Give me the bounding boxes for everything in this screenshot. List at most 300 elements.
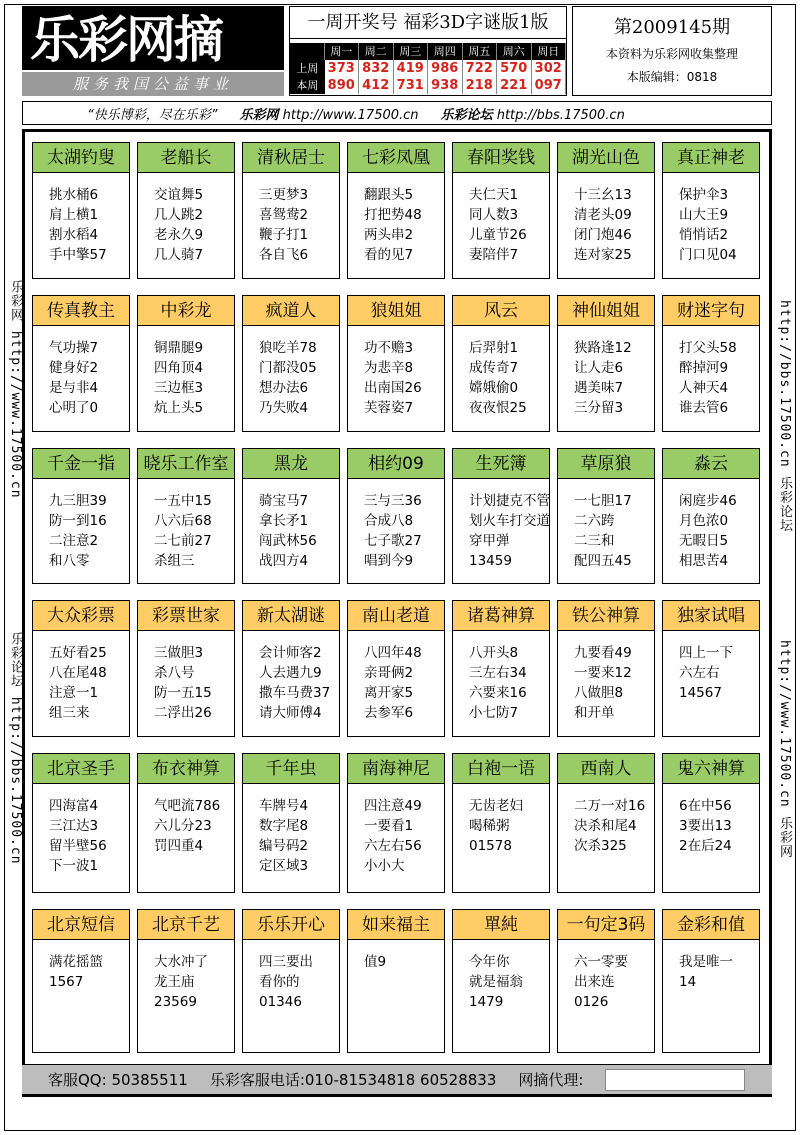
forum-name: 乐彩论坛 [440, 107, 493, 123]
riddle-line: 离开家5 [364, 685, 414, 701]
riddle-line: 门都没05 [259, 360, 317, 376]
riddle-line: 两头串2 [364, 227, 414, 243]
riddle-author: 独家试唱 [663, 601, 759, 631]
riddle-line: 出南国26 [364, 380, 422, 396]
riddle-body [558, 173, 654, 265]
riddle-line: 让人走6 [574, 360, 624, 376]
riddle-body [558, 631, 654, 723]
riddle-line: 我是唯一 [679, 954, 733, 970]
riddle-box [137, 448, 235, 584]
riddle-author: 北京短信 [33, 910, 129, 940]
riddle-author: 南山老道 [348, 601, 444, 631]
riddle-line: 六左右 [679, 665, 720, 681]
riddle-body [558, 326, 654, 418]
riddle-line: 夫仁天1 [469, 187, 519, 203]
riddle-author: 清秋居士 [243, 143, 339, 173]
riddle-author: 大众彩票 [33, 601, 129, 631]
riddle-box [557, 448, 655, 584]
riddle-body [453, 173, 549, 265]
riddle-line: 和开单 [574, 705, 615, 721]
riddle-box [452, 753, 550, 893]
riddle-line: 山大王9 [679, 207, 729, 223]
footer [22, 1064, 772, 1094]
riddle-line: 四上一下 [679, 645, 733, 661]
day-cell: 周六 [497, 43, 532, 60]
riddle-author: 春阳奖钱 [453, 143, 549, 173]
riddle-author: 中彩龙 [138, 296, 234, 326]
riddle-line: 炕上头5 [154, 400, 204, 416]
riddle-line: 次杀325 [574, 838, 627, 854]
riddle-author: 晓乐工作室 [138, 449, 234, 479]
riddle-line: 划火车打交道 [469, 513, 550, 529]
side-text-right-top: http://bbs.17500.cn 乐彩论坛 [777, 300, 792, 533]
draw-number: 570 [497, 60, 532, 77]
riddle-box [137, 142, 235, 279]
issue-panel [572, 6, 772, 96]
draw-results-table [290, 43, 566, 94]
riddle-box [347, 753, 445, 893]
riddle-line: 二六跨 [574, 513, 615, 529]
riddle-author: 相约09 [348, 449, 444, 479]
riddle-body [33, 784, 129, 876]
riddle-body [663, 940, 759, 992]
riddle-line: 门口见04 [679, 247, 737, 263]
riddle-line: 出来连 [574, 974, 615, 990]
riddle-line: 八在尾48 [49, 665, 107, 681]
riddle-author: 传真教主 [33, 296, 129, 326]
riddle-line: 肩上横1 [49, 207, 99, 223]
riddle-author: 黑龙 [243, 449, 339, 479]
draw-number: 731 [394, 77, 429, 94]
riddle-line: 七子歌27 [364, 533, 422, 549]
riddle-line: 会计师客2 [259, 645, 322, 661]
riddle-line: 编号码2 [259, 838, 309, 854]
riddle-line: 老永久9 [154, 227, 204, 243]
riddle-line: 为悲辛8 [364, 360, 414, 376]
riddle-line: 拿长矛1 [259, 513, 309, 529]
riddle-line: 一七胆17 [574, 493, 632, 509]
riddle-body [663, 479, 759, 571]
riddle-line: 打父头58 [679, 340, 737, 356]
riddle-line: 撒车马费37 [259, 685, 331, 701]
riddle-line: 小七防7 [469, 705, 519, 721]
riddle-box [242, 909, 340, 1053]
riddle-line: 闲庭步46 [679, 493, 737, 509]
riddle-line: 几人骑7 [154, 247, 204, 263]
riddle-line: 数字尾8 [259, 818, 309, 834]
riddle-line: 定区域3 [259, 858, 309, 874]
banner [22, 101, 772, 125]
forum-url: http://bbs.17500.cn [496, 107, 625, 123]
riddle-body [243, 631, 339, 723]
riddle-author: 湖光山色 [558, 143, 654, 173]
riddle-author: 狼姐姐 [348, 296, 444, 326]
riddle-line: 防一五15 [154, 685, 212, 701]
riddle-box [242, 600, 340, 737]
riddle-author: 铁公神算 [558, 601, 654, 631]
riddle-line: 龙王庙 [154, 974, 195, 990]
riddle-author: 财迷字句 [663, 296, 759, 326]
riddle-line: 无齿老妇 [469, 798, 523, 814]
riddle-line: 骑宝马7 [259, 493, 309, 509]
riddle-line: 配四五45 [574, 553, 632, 569]
riddle-line: 成传奇7 [469, 360, 519, 376]
riddle-body [138, 784, 234, 856]
riddle-author: 老船长 [138, 143, 234, 173]
riddle-line: 决杀和尾4 [574, 818, 637, 834]
riddle-body [348, 784, 444, 876]
this-week-row [290, 77, 566, 94]
riddle-line: 去参军6 [364, 705, 414, 721]
site-link[interactable] [239, 104, 418, 123]
day-cell: 周三 [394, 43, 429, 60]
riddle-line: 狭路逢12 [574, 340, 632, 356]
riddle-box [557, 295, 655, 432]
riddle-line: 乃失败4 [259, 400, 309, 416]
riddle-line: 车牌号4 [259, 798, 309, 814]
riddle-line: 闯武林56 [259, 533, 317, 549]
riddle-line: 闭门炮46 [574, 227, 632, 243]
draw-number: 419 [394, 60, 429, 77]
riddle-line: 遇美味7 [574, 380, 624, 396]
riddle-box [32, 909, 130, 1053]
riddle-body [243, 940, 339, 1012]
riddle-line: 01578 [469, 838, 512, 854]
riddle-line: 23569 [154, 994, 197, 1010]
draw-number: 218 [463, 77, 498, 94]
riddle-author: 乐乐开心 [243, 910, 339, 940]
riddle-line: 下一波1 [49, 858, 99, 874]
riddle-line: 谁去管6 [679, 400, 729, 416]
riddle-author: 金彩和值 [663, 910, 759, 940]
riddle-body [453, 326, 549, 418]
riddle-line: 防一到16 [49, 513, 107, 529]
riddle-body [138, 173, 234, 265]
motto: “快乐博彩，尽在乐彩” [87, 107, 218, 123]
riddle-line: 八六后68 [154, 513, 212, 529]
riddle-line: 14567 [679, 685, 722, 701]
draw-number: 412 [359, 77, 394, 94]
riddle-box [452, 295, 550, 432]
side-text-left-top: 乐彩网 http://www.17500.cn [8, 280, 23, 499]
row-label: 本周 [290, 77, 325, 94]
riddle-box [662, 909, 760, 1053]
riddle-line: 杀组三 [154, 553, 195, 569]
riddle-box [557, 600, 655, 737]
site-name: 乐彩网 [239, 107, 279, 123]
riddle-line: 四注意49 [364, 798, 422, 814]
row-label: 上周 [290, 60, 325, 77]
site-url: http://www.17500.cn [282, 107, 419, 123]
riddle-line: 二三和 [574, 533, 615, 549]
riddle-body [558, 784, 654, 856]
riddle-author: 千年虫 [243, 754, 339, 784]
riddle-box [452, 600, 550, 737]
riddle-line: 看你的 [259, 974, 300, 990]
riddle-box [557, 142, 655, 279]
riddle-body [663, 631, 759, 703]
riddle-author: 白袍一语 [453, 754, 549, 784]
riddle-box [452, 142, 550, 279]
riddle-line: 小小大 [364, 858, 405, 874]
riddle-line: 六左右56 [364, 838, 422, 854]
riddle-line: 三江达3 [49, 818, 99, 834]
riddle-box [347, 295, 445, 432]
riddle-box [662, 295, 760, 432]
riddle-line: 2在后24 [679, 838, 732, 854]
riddle-body [348, 326, 444, 418]
riddle-line: 三与三36 [364, 493, 422, 509]
riddle-author: 生死簿 [453, 449, 549, 479]
riddle-line: 五好看25 [49, 645, 107, 661]
riddle-line: 唱到今9 [364, 553, 414, 569]
draw-number: 221 [497, 77, 532, 94]
riddle-line: 四角顶4 [154, 360, 204, 376]
riddle-box [242, 753, 340, 893]
riddle-body [663, 784, 759, 856]
riddle-line: 1479 [469, 994, 504, 1010]
riddle-line: 二七前27 [154, 533, 212, 549]
riddle-line: 妻陪伴7 [469, 247, 519, 263]
riddle-body [33, 940, 129, 992]
riddle-body [33, 173, 129, 265]
riddle-line: 连对家25 [574, 247, 632, 263]
riddle-box [32, 448, 130, 584]
riddle-line: 八开头8 [469, 645, 519, 661]
riddle-line: 一要看1 [364, 818, 414, 834]
riddle-line: 就是福翁 [469, 974, 523, 990]
riddle-box [242, 142, 340, 279]
riddle-author: 新太湖谜 [243, 601, 339, 631]
riddle-line: 大水冲了 [154, 954, 208, 970]
riddle-author: 真正神老 [663, 143, 759, 173]
riddle-line: 三分留3 [574, 400, 624, 416]
day-cell: 周日 [532, 43, 567, 60]
riddle-line: 健身好2 [49, 360, 99, 376]
riddle-line: 0126 [574, 994, 609, 1010]
qq-label: 客服QQ: [48, 1071, 107, 1089]
riddle-line: 九三胆39 [49, 493, 107, 509]
riddle-line: 保护伞3 [679, 187, 729, 203]
source-note: 本资料为乐彩网收集整理 [605, 47, 738, 61]
editor-note: 本版编辑：0818 [626, 70, 718, 84]
riddle-line: 醉掉河9 [679, 360, 729, 376]
riddle-box [662, 448, 760, 584]
riddle-line: 三更梦3 [259, 187, 309, 203]
riddle-grid [22, 129, 772, 1097]
riddle-box [137, 753, 235, 893]
riddle-box [662, 600, 760, 737]
riddle-author: 神仙姐姐 [558, 296, 654, 326]
riddle-line: 芙蓉姿7 [364, 400, 414, 416]
side-text-right-bottom: http://www.17500.cn 乐彩网 [777, 640, 792, 859]
qq-info [48, 1069, 188, 1090]
riddle-line: 九要看49 [574, 645, 632, 661]
draw-number: 097 [532, 77, 567, 94]
riddle-line: 交谊舞5 [154, 187, 204, 203]
riddle-body [558, 940, 654, 1012]
riddle-line: 罚四重4 [154, 838, 204, 854]
riddle-line: 无暇日5 [679, 533, 729, 549]
riddle-author: 诸葛神算 [453, 601, 549, 631]
riddle-author: 單純 [453, 910, 549, 940]
riddle-author: 如来福主 [348, 910, 444, 940]
qq-number: 50385511 [111, 1071, 188, 1089]
riddle-author: 一句定3码 [558, 910, 654, 940]
riddle-line: 是与非4 [49, 380, 99, 396]
riddle-line: 三做胆3 [154, 645, 204, 661]
riddle-author: 千金一指 [33, 449, 129, 479]
day-cell: 周五 [463, 43, 498, 60]
riddle-body [348, 479, 444, 571]
logo[interactable] [22, 6, 284, 70]
riddle-line: 鞭子打1 [259, 227, 309, 243]
riddle-body [453, 479, 549, 571]
riddle-body [33, 631, 129, 723]
day-cell: 周一 [325, 43, 360, 60]
riddle-box [662, 753, 760, 893]
riddle-line: 值9 [364, 954, 387, 970]
riddle-line: 和八零 [49, 553, 90, 569]
riddle-author: 鬼六神算 [663, 754, 759, 784]
riddle-body [243, 326, 339, 418]
slogan: 服务我国公益事业 [22, 72, 284, 96]
riddle-box [452, 448, 550, 584]
riddle-body [663, 326, 759, 418]
riddle-line: 夜夜恨25 [469, 400, 527, 416]
draw-results-title: 一周开奖号 福彩3D字谜版1版 [290, 7, 566, 39]
draw-number: 890 [325, 77, 360, 94]
riddle-author: 西南人 [558, 754, 654, 784]
riddle-author: 疯道人 [243, 296, 339, 326]
riddle-box [32, 600, 130, 737]
riddle-line: 几人跳2 [154, 207, 204, 223]
draw-number: 986 [428, 60, 463, 77]
riddle-line: 满花摇篮 [49, 954, 103, 970]
day-cell: 周四 [428, 43, 463, 60]
riddle-line: 看的见7 [364, 247, 414, 263]
riddle-line: 一要来12 [574, 665, 632, 681]
riddle-body [663, 173, 759, 265]
phone-info [210, 1069, 497, 1090]
riddle-body [138, 940, 234, 1012]
riddle-body [453, 631, 549, 723]
riddle-body [138, 479, 234, 571]
draw-number: 302 [532, 60, 567, 77]
riddle-line: 6在中56 [679, 798, 732, 814]
riddle-line: 人神天4 [679, 380, 729, 396]
agent-input[interactable] [605, 1069, 745, 1091]
riddle-box [662, 142, 760, 279]
riddle-line: 儿童节26 [469, 227, 527, 243]
riddle-author: 北京千艺 [138, 910, 234, 940]
riddle-line: 割水稻4 [49, 227, 99, 243]
riddle-line: 月色浓0 [679, 513, 729, 529]
riddle-author: 北京圣手 [33, 754, 129, 784]
riddle-box [347, 909, 445, 1053]
riddle-line: 三左右34 [469, 665, 527, 681]
side-text-left-bottom: 乐彩论坛 http://bbs.17500.cn [8, 632, 23, 865]
riddle-body [243, 784, 339, 876]
riddle-line: 相思苦4 [679, 553, 729, 569]
riddle-line: 手中擎57 [49, 247, 107, 263]
riddle-box [32, 753, 130, 893]
riddle-body [33, 479, 129, 571]
riddle-line: 打把势48 [364, 207, 422, 223]
riddle-line: 气吧流786 [154, 798, 221, 814]
riddle-body [453, 784, 549, 856]
riddle-box [242, 448, 340, 584]
riddle-line: 计划捷克不管 [469, 493, 550, 509]
draw-number: 373 [325, 60, 360, 77]
riddle-box [137, 909, 235, 1053]
draw-number: 938 [428, 77, 463, 94]
riddle-body [138, 326, 234, 418]
phone-label: 乐彩客服电话: [209, 1071, 305, 1089]
logo-text: 乐彩网摘 [30, 11, 222, 69]
draw-number: 722 [463, 60, 498, 77]
riddle-line: 1567 [49, 974, 84, 990]
riddle-line: 同人数3 [469, 207, 519, 223]
riddle-author: 太湖钓叟 [33, 143, 129, 173]
riddle-line: 亲哥俩2 [364, 665, 414, 681]
riddle-line: 翻跟头5 [364, 187, 414, 203]
riddle-line: 杀八号 [154, 665, 195, 681]
riddle-line: 14 [679, 974, 697, 990]
riddle-author: 风云 [453, 296, 549, 326]
riddle-body [138, 631, 234, 723]
riddle-line: 13459 [469, 553, 512, 569]
riddle-line: 悄悄话2 [679, 227, 729, 243]
riddle-box [557, 909, 655, 1053]
riddle-line: 四海富4 [49, 798, 99, 814]
riddle-box [137, 295, 235, 432]
riddle-body [243, 479, 339, 571]
phone-number: 010-81534818 60528833 [304, 1071, 497, 1089]
riddle-author: 淼云 [663, 449, 759, 479]
riddle-body [348, 940, 444, 972]
forum-link[interactable] [441, 104, 625, 123]
riddle-line: 组三来 [49, 705, 90, 721]
riddle-line: 请大师傅4 [259, 705, 322, 721]
riddle-box [452, 909, 550, 1053]
riddle-line: 三边框3 [154, 380, 204, 396]
riddle-author: 七彩凤凰 [348, 143, 444, 173]
riddle-author: 彩票世家 [138, 601, 234, 631]
days-row [290, 43, 566, 60]
riddle-body [33, 326, 129, 418]
riddle-author: 布衣神算 [138, 754, 234, 784]
riddle-line: 六一零要 [574, 954, 628, 970]
riddle-line: 3要出13 [679, 818, 732, 834]
riddle-line: 二万一对16 [574, 798, 646, 814]
riddle-line: 喝稀粥 [469, 818, 510, 834]
riddle-line: 后羿射1 [469, 340, 519, 356]
riddle-line: 清老头09 [574, 207, 632, 223]
riddle-line: 人去遇九9 [259, 665, 322, 681]
riddle-line: 喜鸳鸯2 [259, 207, 309, 223]
riddle-body [558, 479, 654, 571]
riddle-line: 嫦娥偷0 [469, 380, 519, 396]
riddle-line: 六要来16 [469, 685, 527, 701]
riddle-line: 注意一1 [49, 685, 99, 701]
day-cell: 周二 [359, 43, 394, 60]
riddle-author: 南海神尼 [348, 754, 444, 784]
riddle-line: 各自飞6 [259, 247, 309, 263]
riddle-line: 一五中15 [154, 493, 212, 509]
draw-results-panel [289, 6, 567, 96]
riddle-body [348, 631, 444, 723]
